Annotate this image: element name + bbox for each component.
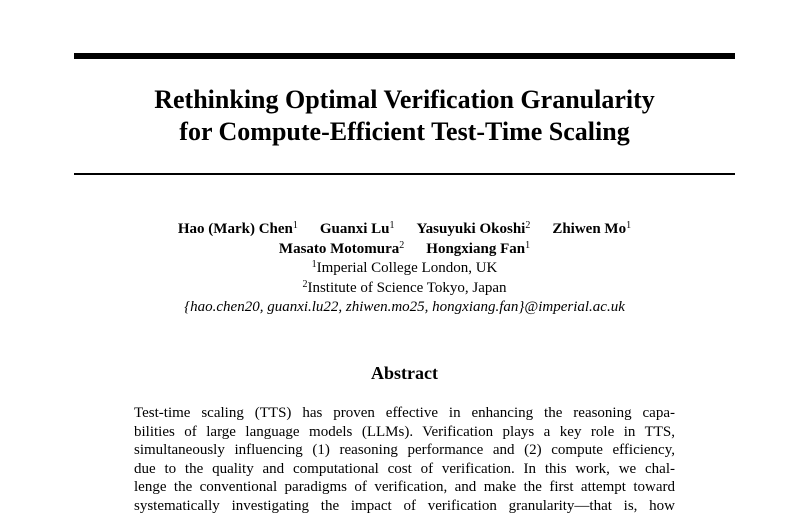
author-name: Zhiwen Mo$^1$: [552, 220, 632, 237]
author-name: Yasuyuki Okoshi$^2$: [416, 220, 531, 237]
title-line-2: for Compute-Efficient Test-Time Scaling: [179, 117, 630, 146]
author-emails: {hao.chen20, guanxi.lu22, zhiwen.mo25, hongxiang.fan}@imperial.ac.uk: [184, 299, 625, 315]
abstract-body: [134, 404, 675, 516]
author-block: [74, 220, 735, 318]
author-name: Hao (Mark) Chen$^1$: [177, 220, 298, 237]
abstract-line: systematically investigating the impact of verification granularity—that is, how: [134, 497, 675, 514]
author-name: Guanxi Lu$^1$: [319, 220, 395, 237]
title-top-rule: [74, 53, 735, 59]
abstract-heading: Abstract: [371, 363, 438, 383]
abstract-line: bilities of large language models (LLMs). Verification plays a key role in TTS,: [134, 423, 675, 440]
title-bottom-rule: [74, 173, 735, 175]
author-name: Hongxiang Fan$^1$: [426, 239, 531, 257]
author-name: Masato Motomura$^2$: [278, 239, 405, 257]
title-line-1: Rethinking Optimal Verification Granularity: [154, 85, 655, 114]
abstract-line: simultaneously influencing (1) reasoning performance and (2) compute efficiency,: [134, 442, 675, 459]
abstract-line: due to the quality and computational cost of verification. In this work, we chal-: [134, 460, 675, 477]
author-row-2: [74, 240, 735, 260]
affiliation-2: $^2$Institute of Science Tokyo, Japan: [302, 278, 507, 296]
affiliation-1: $^1$Imperial College London, UK: [311, 259, 498, 276]
abstract-line: lenge the conventional paradigms of verification, and make the first attempt toward: [134, 479, 675, 496]
author-row-1: [74, 220, 735, 240]
paper-title: [74, 84, 735, 148]
abstract-line: Test-time scaling (TTS) has proven effective in enhancing the reasoning capa-: [134, 405, 675, 421]
